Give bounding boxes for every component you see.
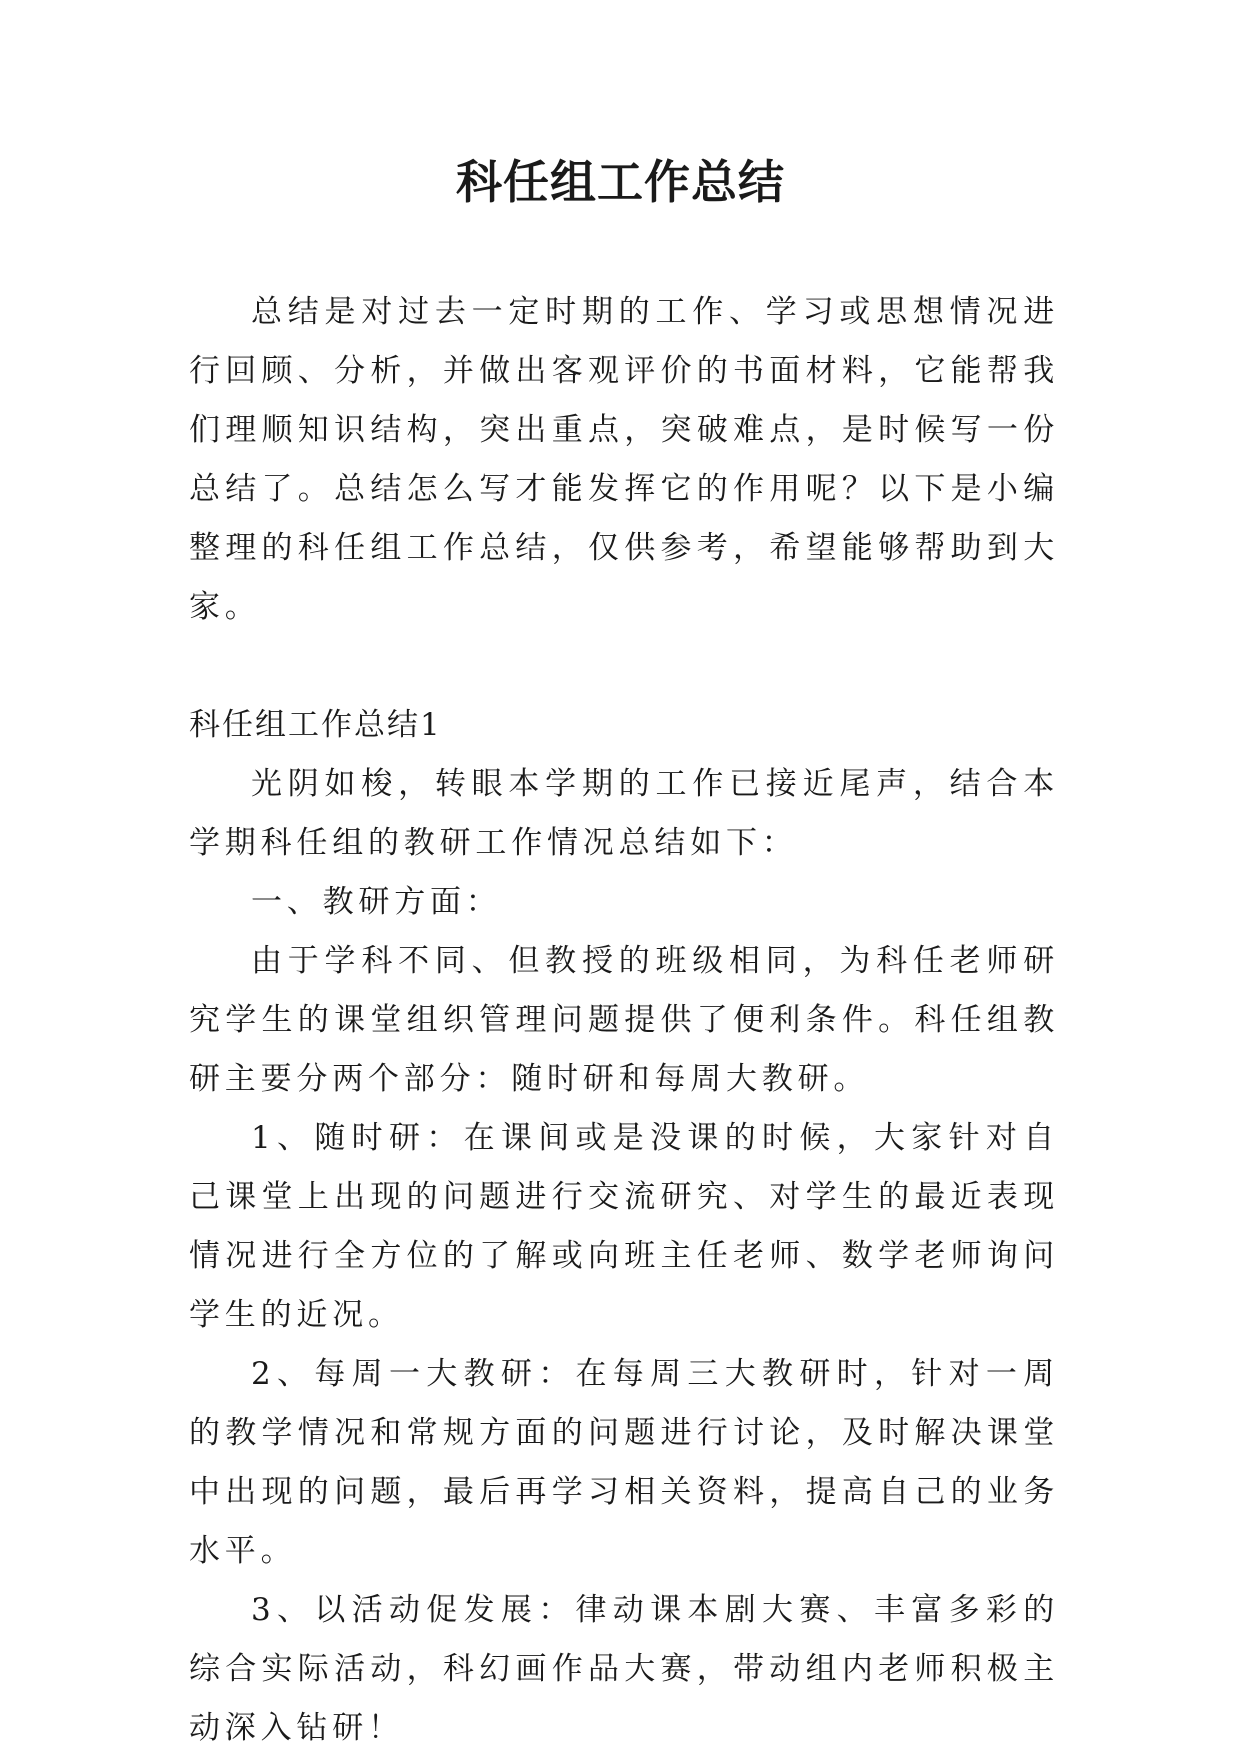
body-paragraph: 光阴如梭，转眼本学期的工作已接近尾声，结合本学期科任组的教研工作情况总结如下： [189, 766, 1059, 861]
body-paragraph: 由于学科不同、但教授的班级相同，为科任老师研究学生的课堂组织管理问题提供了便利条件。科任组教研主要分两个部分：随时研和每周大教研。 [189, 943, 1059, 1097]
document-body [189, 283, 1059, 1758]
body-paragraph: 1、随时研：在课间或是没课的时候，大家针对自己课堂上出现的问题进行交流研究、对学生的最近表现情况进行全方位的了解或向班主任老师、数学老师询问学生的近况。 [189, 1120, 1059, 1333]
body-paragraph: 2、每周一大教研：在每周三大教研时，针对一周的教学情况和常规方面的问题进行讨论，及时解决课堂中出现的问题，最后再学习相关资料，提高自己的业务水平。 [189, 1356, 1059, 1569]
document-title: 科任组工作总结 [456, 155, 785, 209]
spacer [189, 637, 1059, 696]
subheading-paragraph: 一、教研方面： [251, 884, 502, 920]
intro-paragraph: 总结是对过去一定时期的工作、学习或思想情况进行回顾、分析，并做出客观评价的书面材料，它能帮我们理顺知识结构，突出重点，突破难点，是时候写一份总结了。总结怎么写才能发挥它的作用呢？以下是小编整理的科任组工作总结，仅供参考，希望能够帮助到大家。 [189, 294, 1059, 625]
body-paragraph: 3、以活动促发展：律动课本剧大赛、丰富多彩的综合实际活动，科幻画作品大赛，带动组内老师积极主动深入钻研！ [189, 1592, 1059, 1746]
section-heading: 科任组工作总结1 [189, 707, 442, 743]
